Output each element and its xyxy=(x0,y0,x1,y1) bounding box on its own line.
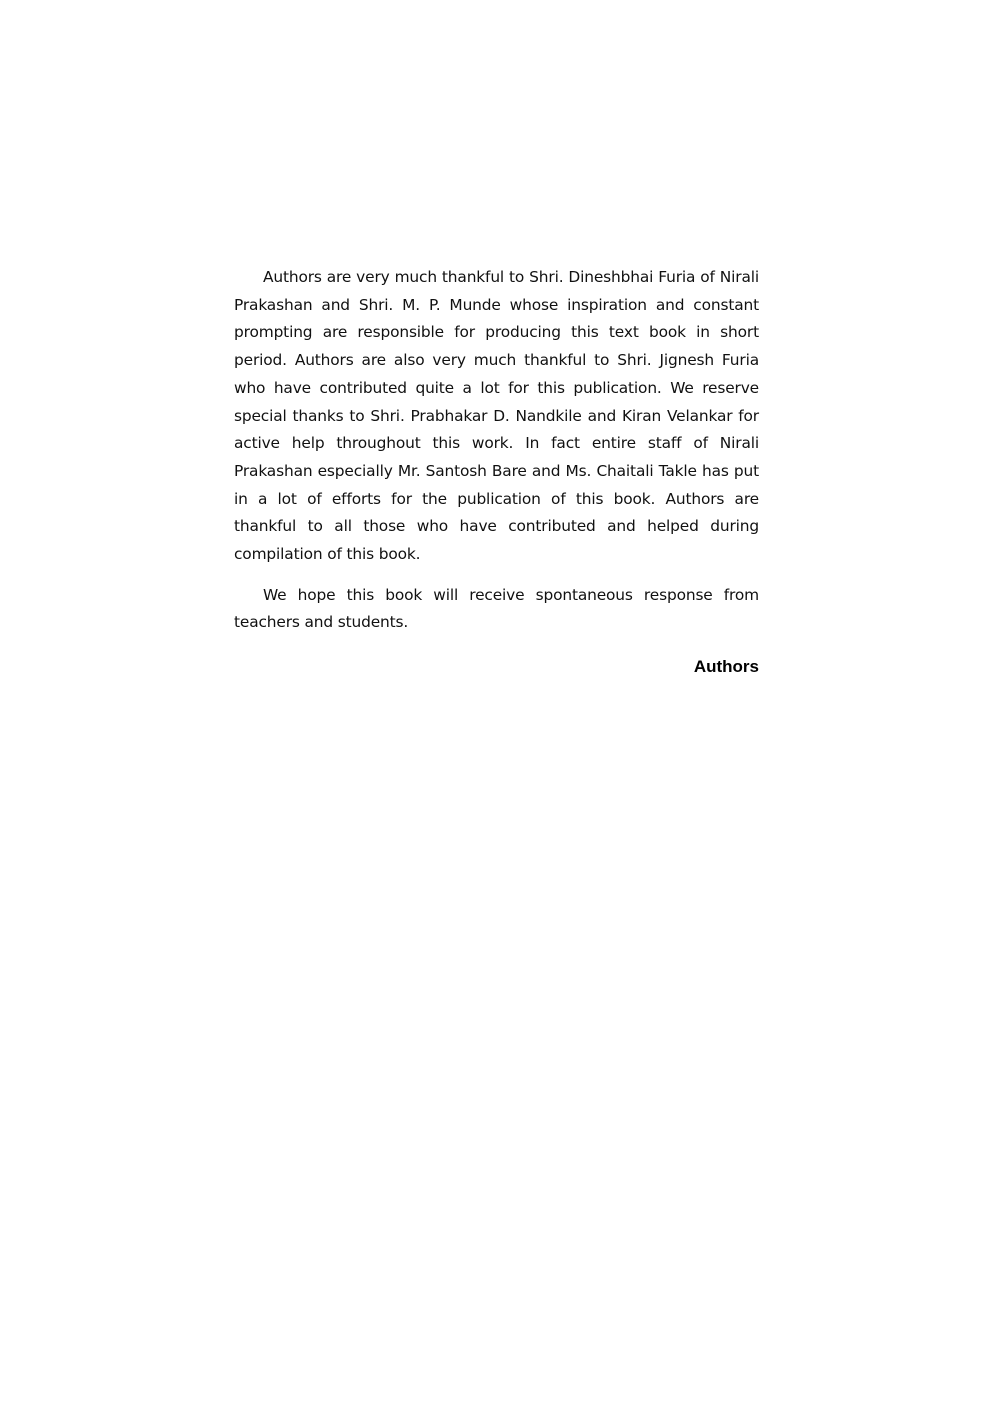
acknowledgement-paragraph: Authors are very much thankful to Shri. Dineshbhai Furia of Nirali Prakashan and Shri. M. P. Munde whose inspiration and constant prompting are responsible for producing this text book in short period. Authors are also very much thankful to Shri. Jignesh Furia who have contributed quite a lot for this publication. We reserve special thanks to Shri. Prabhakar D. Nandkile and Kiran Velankar for active help throughout this work. In fact entire staff of Nirali Prakashan especially Mr. Santosh Bare and Ms. Chaitali Takle has put in a lot of efforts for the publication of this book. Authors are thankful to all those who have contributed and helped during compilation of this book. xyxy=(234,268,759,564)
closing-paragraph: We hope this book will receive spontaneous response from teachers and students. xyxy=(234,585,759,632)
acknowledgement-section xyxy=(234,264,759,679)
authors-signature: Authors xyxy=(693,657,759,677)
